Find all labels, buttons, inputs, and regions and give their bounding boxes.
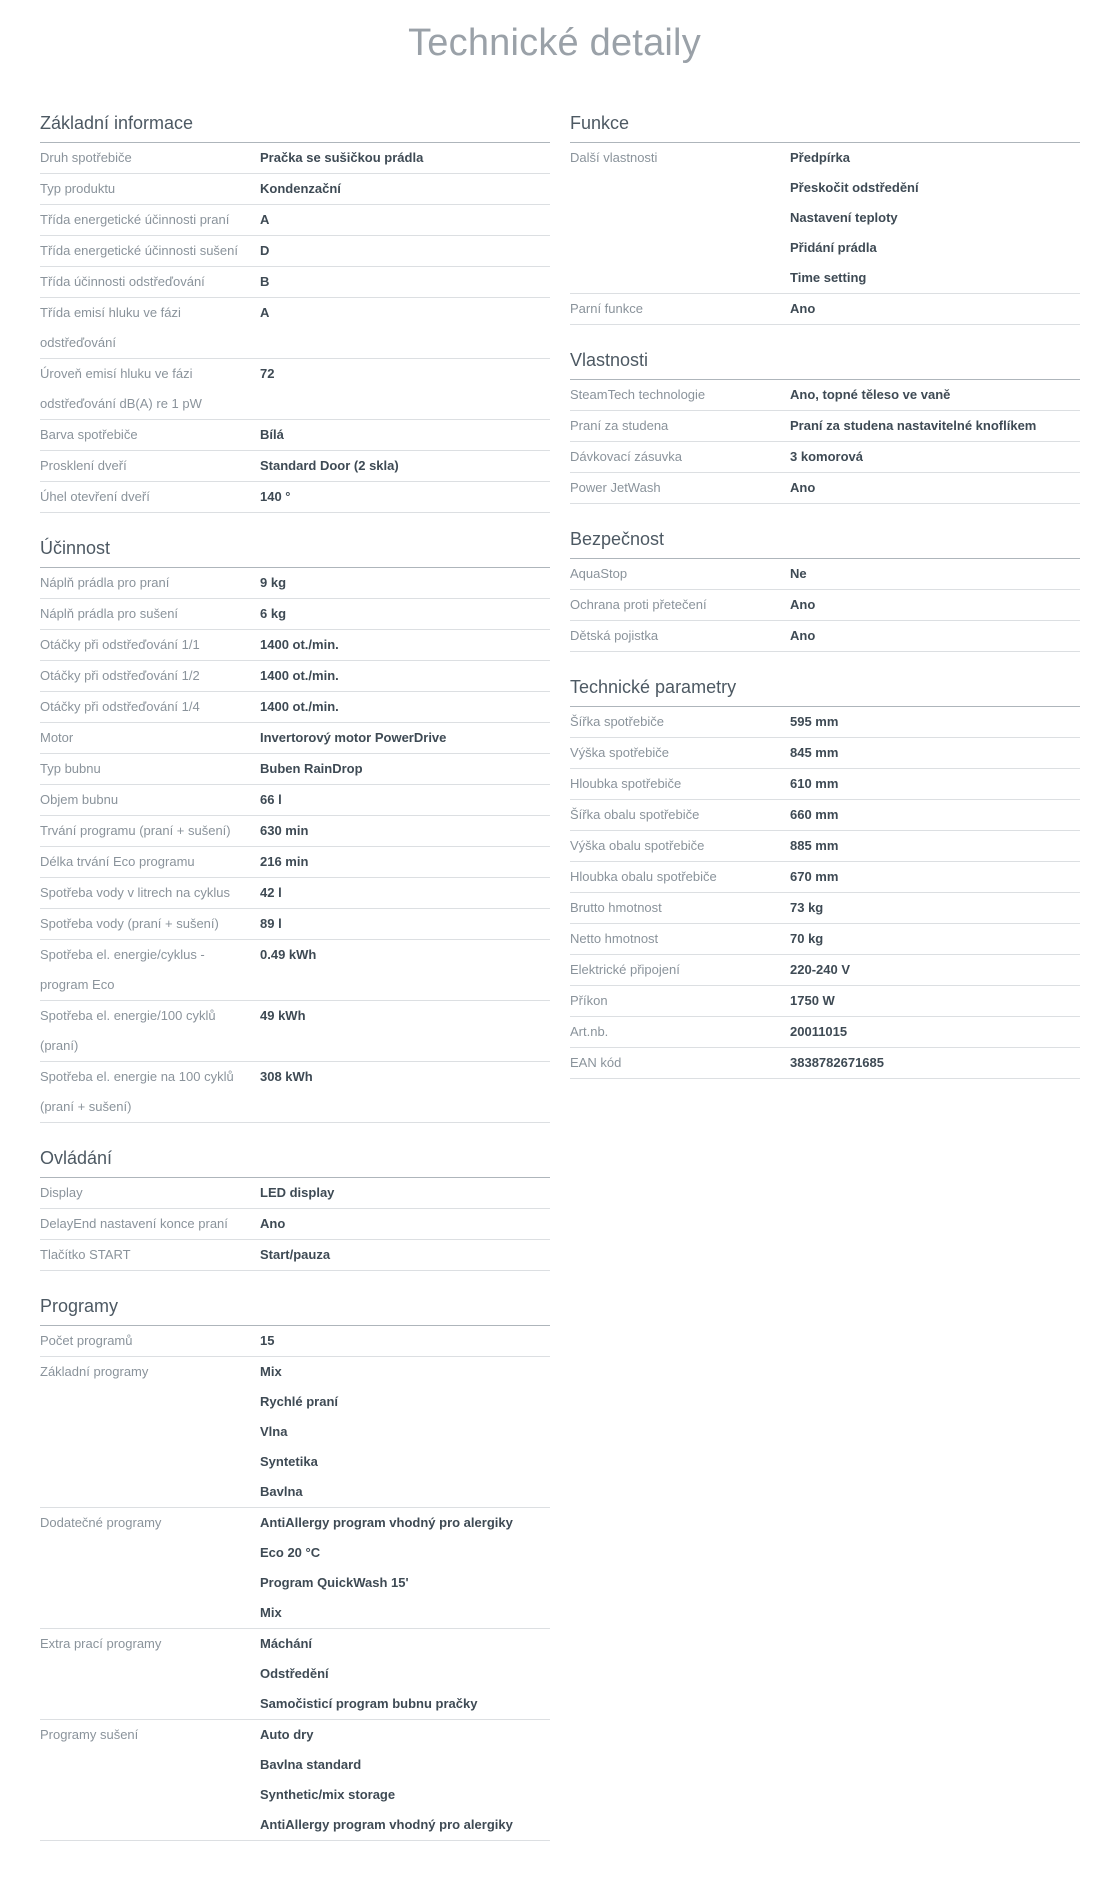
spec-row bbox=[40, 692, 550, 723]
spec-label: Šířka obalu spotřebiče bbox=[570, 807, 700, 822]
spec-row bbox=[570, 559, 1080, 590]
spec-value: Start/pauza bbox=[260, 1247, 331, 1262]
spec-label: Spotřeba vody (praní + sušení) bbox=[40, 916, 219, 931]
section-ucinnost bbox=[40, 537, 550, 1123]
spec-value: 1400 ot./min. bbox=[260, 637, 339, 652]
spec-value: 630 min bbox=[260, 823, 309, 838]
spec-values bbox=[790, 143, 1080, 293]
page-title: Technické detaily bbox=[408, 22, 701, 64]
spec-value: Bavlna standard bbox=[260, 1757, 362, 1772]
spec-row bbox=[570, 590, 1080, 621]
spec-label: Display bbox=[40, 1185, 83, 1200]
spec-value: 3 komorová bbox=[790, 449, 863, 464]
spec-values bbox=[790, 473, 1080, 503]
spec-label: Trvání programu (praní + sušení) bbox=[40, 823, 231, 838]
spec-label: Typ produktu bbox=[40, 181, 116, 196]
spec-value: Ano bbox=[790, 597, 816, 612]
spec-value: 220-240 V bbox=[790, 962, 850, 977]
spec-values bbox=[260, 599, 550, 629]
spec-value: Ano bbox=[790, 480, 816, 495]
section-technicke-parametry bbox=[570, 676, 1080, 1079]
spec-label: Základní programy bbox=[40, 1364, 149, 1379]
spec-row bbox=[40, 599, 550, 630]
spec-values bbox=[790, 590, 1080, 620]
spec-row bbox=[40, 785, 550, 816]
section-bezpecnost bbox=[570, 528, 1080, 652]
spec-value: 140 ° bbox=[260, 489, 291, 504]
spec-row bbox=[40, 1240, 550, 1271]
spec-values bbox=[790, 831, 1080, 861]
spec-label: Hloubka spotřebiče bbox=[570, 776, 682, 791]
spec-label: Spotřeba el. energie/100 cyklů (praní) bbox=[40, 1008, 216, 1053]
spec-value: D bbox=[260, 243, 270, 258]
spec-value: 845 mm bbox=[790, 745, 839, 760]
spec-values bbox=[790, 559, 1080, 589]
spec-row bbox=[570, 831, 1080, 862]
spec-value: 66 l bbox=[260, 792, 282, 807]
spec-values bbox=[790, 986, 1080, 1016]
spec-values bbox=[260, 568, 550, 598]
spec-values bbox=[260, 878, 550, 908]
spec-values bbox=[790, 955, 1080, 985]
spec-value: 885 mm bbox=[790, 838, 839, 853]
spec-label: Příkon bbox=[570, 993, 608, 1008]
spec-value: B bbox=[260, 274, 270, 289]
spec-row bbox=[570, 862, 1080, 893]
spec-label: Úhel otevření dveří bbox=[40, 489, 150, 504]
spec-values bbox=[260, 1326, 550, 1356]
spec-value: Přeskočit odstředění bbox=[790, 180, 919, 195]
spec-values bbox=[260, 359, 550, 419]
spec-values bbox=[260, 267, 550, 297]
spec-value: A bbox=[260, 212, 270, 227]
spec-label: Dávkovací zásuvka bbox=[570, 449, 682, 464]
spec-values bbox=[790, 707, 1080, 737]
spec-row bbox=[570, 1048, 1080, 1079]
spec-value: Přidání prádla bbox=[790, 240, 877, 255]
spec-value: 42 l bbox=[260, 885, 282, 900]
spec-row bbox=[40, 143, 550, 174]
spec-label: EAN kód bbox=[570, 1055, 622, 1070]
spec-label: Praní za studena bbox=[570, 418, 669, 433]
spec-row bbox=[40, 236, 550, 267]
spec-row bbox=[570, 411, 1080, 442]
spec-value: 1750 W bbox=[790, 993, 835, 1008]
spec-value: 89 l bbox=[260, 916, 282, 931]
section-title: Technické parametry bbox=[570, 676, 1080, 707]
spec-values bbox=[260, 723, 550, 753]
spec-values bbox=[260, 630, 550, 660]
spec-value: Standard Door (2 skla) bbox=[260, 458, 399, 473]
spec-row bbox=[570, 769, 1080, 800]
section-title: Vlastnosti bbox=[570, 349, 1080, 380]
spec-values bbox=[260, 451, 550, 481]
spec-value: 660 mm bbox=[790, 807, 839, 822]
spec-row bbox=[40, 1629, 550, 1720]
spec-values bbox=[260, 205, 550, 235]
spec-row bbox=[40, 630, 550, 661]
spec-values bbox=[260, 482, 550, 512]
spec-values bbox=[260, 1720, 550, 1840]
spec-value: Syntetika bbox=[260, 1454, 318, 1469]
spec-values bbox=[790, 769, 1080, 799]
spec-value: 15 bbox=[260, 1333, 275, 1348]
spec-label: Spotřeba el. energie na 100 cyklů (praní + sušení) bbox=[40, 1069, 234, 1114]
spec-row bbox=[40, 723, 550, 754]
spec-row bbox=[570, 621, 1080, 652]
spec-value: Mix bbox=[260, 1605, 282, 1620]
spec-value: 49 kWh bbox=[260, 1008, 306, 1023]
spec-label: Elektrické připojení bbox=[570, 962, 680, 977]
spec-value: 1400 ot./min. bbox=[260, 699, 339, 714]
spec-value: Mix bbox=[260, 1364, 282, 1379]
spec-value: Auto dry bbox=[260, 1727, 314, 1742]
spec-values bbox=[790, 862, 1080, 892]
spec-row bbox=[570, 707, 1080, 738]
spec-row bbox=[570, 924, 1080, 955]
spec-values bbox=[790, 800, 1080, 830]
spec-value: 1400 ot./min. bbox=[260, 668, 339, 683]
spec-values bbox=[260, 1001, 550, 1061]
spec-value: AntiAllergy program vhodný pro alergiky bbox=[260, 1817, 513, 1832]
spec-label: Motor bbox=[40, 730, 74, 745]
spec-row bbox=[40, 420, 550, 451]
spec-values bbox=[260, 143, 550, 173]
spec-value: Praní za studena nastavitelné knoflíkem bbox=[790, 418, 1037, 433]
spec-value: 308 kWh bbox=[260, 1069, 313, 1084]
spec-row bbox=[40, 878, 550, 909]
spec-values bbox=[790, 924, 1080, 954]
spec-value: Bílá bbox=[260, 427, 284, 442]
spec-row bbox=[40, 1001, 550, 1062]
spec-values bbox=[260, 785, 550, 815]
spec-value: Nastavení teploty bbox=[790, 210, 898, 225]
spec-values bbox=[790, 621, 1080, 651]
spec-row bbox=[40, 1357, 550, 1508]
spec-row bbox=[570, 893, 1080, 924]
spec-label: Třída emisí hluku ve fázi odstřeďování bbox=[40, 305, 181, 350]
spec-row bbox=[40, 298, 550, 359]
section-vlastnosti bbox=[570, 349, 1080, 504]
spec-value: 9 kg bbox=[260, 575, 287, 590]
spec-value: LED display bbox=[260, 1185, 335, 1200]
spec-label: Otáčky při odstřeďování 1/2 bbox=[40, 668, 200, 683]
spec-row bbox=[570, 986, 1080, 1017]
spec-values bbox=[260, 661, 550, 691]
spec-value: Ano bbox=[790, 628, 816, 643]
spec-value: Eco 20 °C bbox=[260, 1545, 321, 1560]
spec-row bbox=[40, 359, 550, 420]
spec-label: Třída účinnosti odstřeďování bbox=[40, 274, 205, 289]
spec-values bbox=[790, 411, 1080, 441]
spec-value: Ne bbox=[790, 566, 807, 581]
spec-values bbox=[260, 692, 550, 722]
spec-value: 3838782671685 bbox=[790, 1055, 884, 1070]
section-title: Účinnost bbox=[40, 537, 550, 568]
spec-row bbox=[40, 1326, 550, 1357]
spec-value: 0.49 kWh bbox=[260, 947, 317, 962]
spec-value: Ano bbox=[260, 1216, 286, 1231]
spec-label: AquaStop bbox=[570, 566, 628, 581]
spec-row bbox=[40, 1062, 550, 1123]
spec-row bbox=[570, 473, 1080, 504]
spec-value: Kondenzační bbox=[260, 181, 341, 196]
spec-value: Ano, topné těleso ve vaně bbox=[790, 387, 951, 402]
spec-label: Spotřeba vody v litrech na cyklus bbox=[40, 885, 231, 900]
section-title: Bezpečnost bbox=[570, 528, 1080, 559]
spec-value: Odstředění bbox=[260, 1666, 329, 1681]
spec-values bbox=[790, 738, 1080, 768]
spec-label: Šířka spotřebiče bbox=[570, 714, 664, 729]
spec-label: Power JetWash bbox=[570, 480, 661, 495]
spec-value: Samočisticí program bubnu pračky bbox=[260, 1696, 478, 1711]
spec-label: Tlačítko START bbox=[40, 1247, 131, 1262]
spec-row bbox=[570, 380, 1080, 411]
spec-label: Náplň prádla pro sušení bbox=[40, 606, 179, 621]
spec-label: Třída energetické účinnosti praní bbox=[40, 212, 230, 227]
spec-values bbox=[260, 754, 550, 784]
spec-row bbox=[40, 1508, 550, 1629]
spec-label: Spotřeba el. energie/cyklus - program Eco bbox=[40, 947, 205, 992]
spec-row bbox=[40, 205, 550, 236]
spec-value: Buben RainDrop bbox=[260, 761, 363, 776]
spec-label: SteamTech technologie bbox=[570, 387, 706, 402]
spec-values bbox=[260, 940, 550, 1000]
spec-label: Ochrana proti přetečení bbox=[570, 597, 707, 612]
spec-value: 670 mm bbox=[790, 869, 839, 884]
spec-values bbox=[260, 174, 550, 204]
spec-label: Objem bubnu bbox=[40, 792, 119, 807]
spec-values bbox=[260, 1062, 550, 1122]
spec-row bbox=[40, 174, 550, 205]
spec-value: Synthetic/mix storage bbox=[260, 1787, 396, 1802]
spec-value: 6 kg bbox=[260, 606, 287, 621]
spec-row bbox=[570, 955, 1080, 986]
spec-label: Netto hmotnost bbox=[570, 931, 659, 946]
spec-label: Otáčky při odstřeďování 1/4 bbox=[40, 699, 200, 714]
spec-label: Hloubka obalu spotřebiče bbox=[570, 869, 717, 884]
spec-values bbox=[790, 442, 1080, 472]
spec-label: Prosklení dveří bbox=[40, 458, 127, 473]
spec-values bbox=[260, 298, 550, 358]
spec-value: 216 min bbox=[260, 854, 309, 869]
spec-row bbox=[570, 1017, 1080, 1048]
spec-row bbox=[570, 143, 1080, 294]
spec-value: 73 kg bbox=[790, 900, 824, 915]
spec-value: Předpírka bbox=[790, 150, 850, 165]
spec-values bbox=[260, 816, 550, 846]
spec-label: Extra prací programy bbox=[40, 1636, 162, 1651]
spec-label: Dodatečné programy bbox=[40, 1515, 162, 1530]
spec-value: A bbox=[260, 305, 270, 320]
spec-value: Time setting bbox=[790, 270, 867, 285]
spec-label: Druh spotřebiče bbox=[40, 150, 132, 165]
spec-values bbox=[790, 1048, 1080, 1078]
spec-label: Třída energetické účinnosti sušení bbox=[40, 243, 238, 258]
spec-label: Počet programů bbox=[40, 1333, 133, 1348]
spec-row bbox=[40, 754, 550, 785]
spec-row bbox=[40, 909, 550, 940]
spec-row bbox=[40, 940, 550, 1001]
spec-values bbox=[260, 1629, 550, 1719]
spec-label: Barva spotřebiče bbox=[40, 427, 138, 442]
spec-row bbox=[40, 1178, 550, 1209]
spec-label: Další vlastnosti bbox=[570, 150, 658, 165]
spec-value: Vlna bbox=[260, 1424, 288, 1439]
spec-row bbox=[40, 1209, 550, 1240]
right-column bbox=[570, 108, 1080, 1103]
spec-values bbox=[790, 380, 1080, 410]
spec-row bbox=[40, 568, 550, 599]
spec-row bbox=[570, 294, 1080, 325]
spec-values bbox=[260, 847, 550, 877]
spec-value: Ano bbox=[790, 301, 816, 316]
spec-row bbox=[40, 661, 550, 692]
spec-values bbox=[260, 1240, 550, 1270]
spec-value: Invertorový motor PowerDrive bbox=[260, 730, 447, 745]
section-title: Funkce bbox=[570, 112, 1080, 143]
spec-value: Rychlé praní bbox=[260, 1394, 339, 1409]
spec-values bbox=[260, 909, 550, 939]
spec-row bbox=[40, 847, 550, 878]
spec-values bbox=[260, 420, 550, 450]
spec-label: Dětská pojistka bbox=[570, 628, 659, 643]
spec-label: Výška spotřebiče bbox=[570, 745, 669, 760]
spec-row bbox=[40, 482, 550, 513]
spec-value: 72 bbox=[260, 366, 275, 381]
spec-label: Programy sušení bbox=[40, 1727, 139, 1742]
spec-label: Art.nb. bbox=[570, 1024, 609, 1039]
section-zakladni-informace bbox=[40, 112, 550, 513]
spec-values bbox=[260, 1178, 550, 1208]
spec-row bbox=[570, 738, 1080, 769]
spec-value: Máchání bbox=[260, 1636, 313, 1651]
spec-values bbox=[260, 1357, 550, 1507]
spec-row bbox=[40, 267, 550, 298]
spec-label: Náplň prádla pro praní bbox=[40, 575, 170, 590]
spec-values bbox=[790, 1017, 1080, 1047]
spec-row bbox=[570, 800, 1080, 831]
spec-label: Brutto hmotnost bbox=[570, 900, 662, 915]
spec-label: Parní funkce bbox=[570, 301, 643, 316]
spec-label: DelayEnd nastavení konce praní bbox=[40, 1216, 228, 1231]
section-ovladani bbox=[40, 1147, 550, 1271]
spec-value: Program QuickWash 15' bbox=[260, 1575, 409, 1590]
spec-value: AntiAllergy program vhodný pro alergiky bbox=[260, 1515, 513, 1530]
spec-label: Délka trvání Eco programu bbox=[40, 854, 195, 869]
spec-value: Bavlna bbox=[260, 1484, 303, 1499]
spec-label: Typ bubnu bbox=[40, 761, 101, 776]
spec-values bbox=[260, 236, 550, 266]
spec-values bbox=[260, 1508, 550, 1628]
section-title: Programy bbox=[40, 1295, 550, 1326]
spec-row bbox=[40, 1720, 550, 1841]
spec-label: Výška obalu spotřebiče bbox=[570, 838, 705, 853]
spec-row bbox=[40, 816, 550, 847]
spec-values bbox=[260, 1209, 550, 1239]
section-programy bbox=[40, 1295, 550, 1841]
spec-row bbox=[570, 442, 1080, 473]
spec-value: 70 kg bbox=[790, 931, 824, 946]
spec-value: 610 mm bbox=[790, 776, 839, 791]
spec-label: Úroveň emisí hluku ve fázi odstřeďování dB(A) re 1 pW bbox=[40, 366, 202, 411]
section-funkce bbox=[570, 112, 1080, 325]
spec-values bbox=[790, 893, 1080, 923]
spec-value: Pračka se sušičkou prádla bbox=[260, 150, 424, 165]
spec-values bbox=[790, 294, 1080, 324]
spec-value: 595 mm bbox=[790, 714, 839, 729]
spec-value: 20011015 bbox=[790, 1024, 848, 1039]
section-title: Ovládání bbox=[40, 1147, 550, 1178]
spec-label: Otáčky při odstřeďování 1/1 bbox=[40, 637, 200, 652]
left-column bbox=[40, 108, 550, 1865]
section-title: Základní informace bbox=[40, 112, 550, 143]
spec-row bbox=[40, 451, 550, 482]
